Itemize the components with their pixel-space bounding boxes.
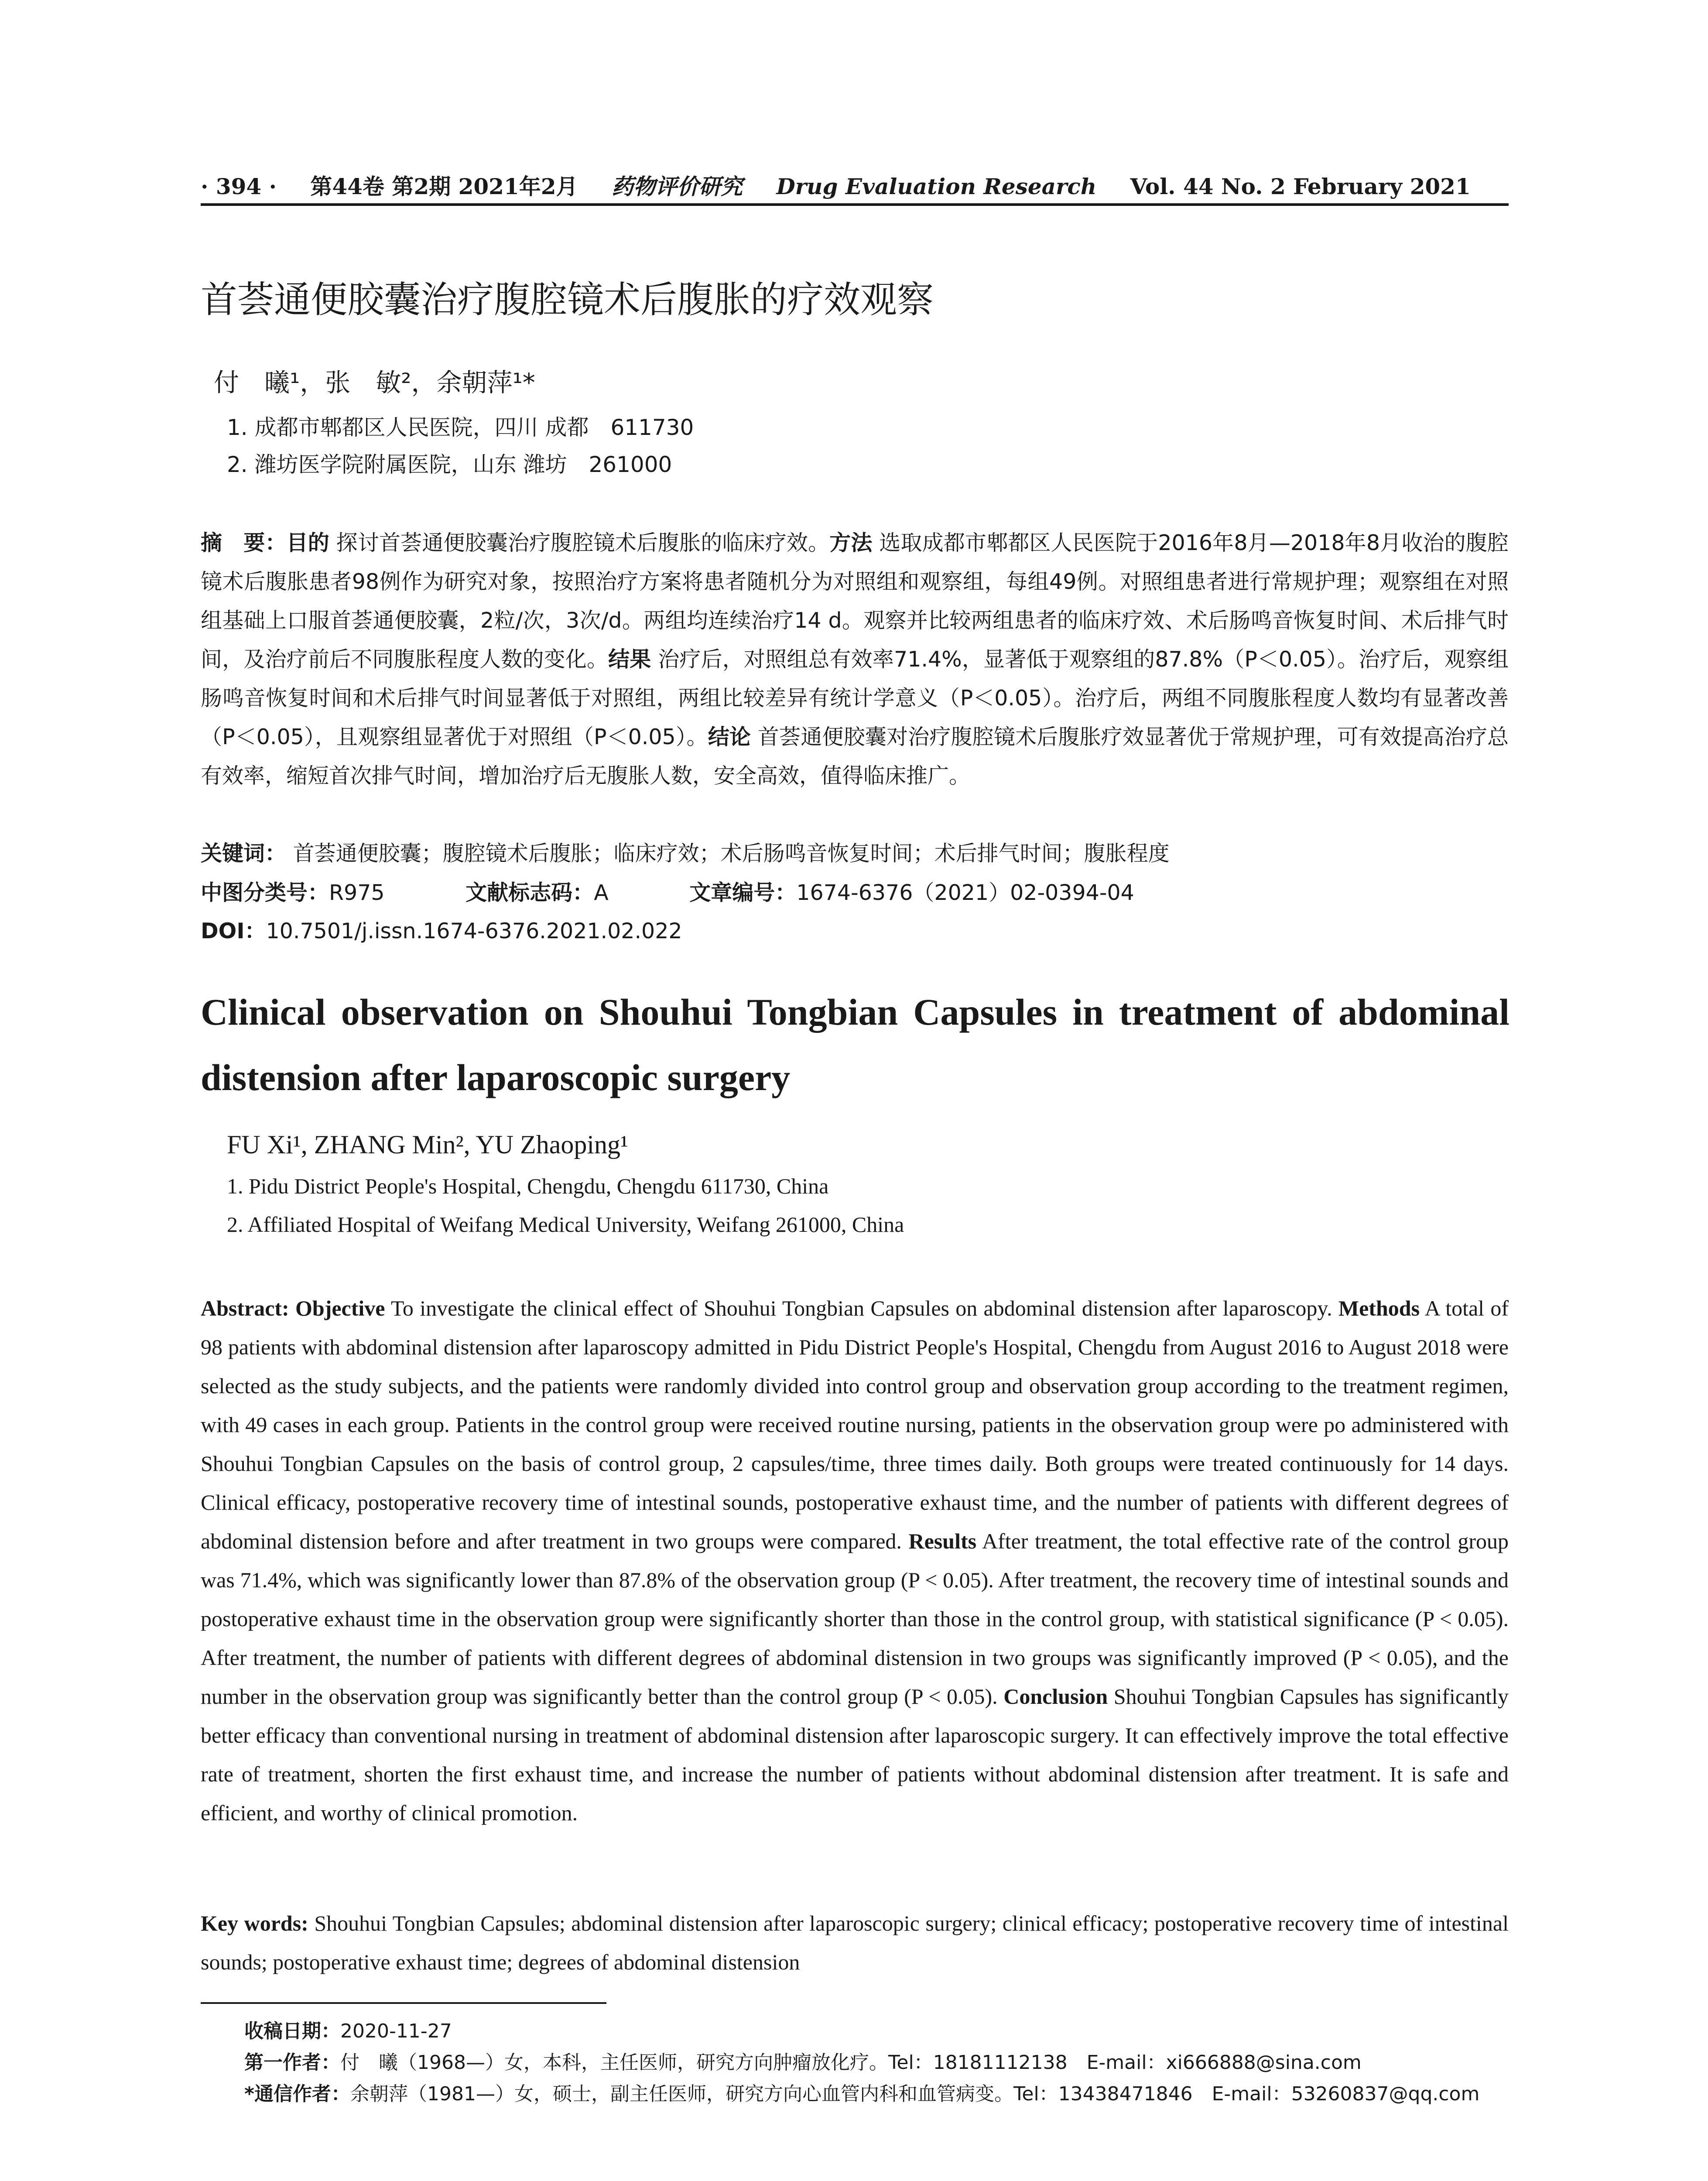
footnote-received	[244, 2015, 452, 2043]
keywords-en-text: Shouhui Tongbian Capsules; abdominal distension after laparoscopic surgery; clinical efficacy; postoperative recovery time of intestinal sounds; postoperative exhaust time; degrees of abdominal distension	[201, 1911, 1509, 1974]
objective-cn: 探讨首荟通便胶囊治疗腹腔镜术后腹胀的临床疗效。	[336, 530, 830, 555]
footnote-corresponding	[244, 2078, 1479, 2106]
issue-cn: 第44卷 第2期 2021年2月	[310, 174, 578, 199]
doc-code-value: A	[594, 880, 609, 905]
authors-en: FU Xi¹, ZHANG Min², YU Zhaoping¹	[227, 1130, 629, 1159]
first-author-label: 第一作者：	[244, 2051, 340, 2074]
affiliation-cn-2: 2. 潍坊医学院附属医院，山东 潍坊 261000	[227, 452, 672, 477]
doc-code-label: 文献标志码：	[466, 880, 594, 905]
clc-label: 中图分类号：	[201, 880, 329, 905]
first-author-info: 付 曦（1968—）女，本科，主任医师，研究方向肿瘤放化疗。Tel：18181112138 E-mail：xi666888@sina.com	[340, 2051, 1362, 2074]
methods-label-cn: 方法	[829, 530, 873, 555]
conclusion-cn: 首荟通便胶囊对治疗腹腔镜术后腹胀疗效显著优于常规护理，可有效提高治疗总有效率，缩短首次排气时间，增加治疗后无腹胀人数，安全高效，值得临床推广。	[201, 725, 1509, 788]
methods-cn: 选取成都市郫都区人民医院于2016年8月—2018年8月收治的腹腔镜术后腹胀患者98例作为研究对象，按照治疗方案将患者随机分为对照组和观察组，每组49例。对照组患者进行常规护理；观察组在对照组基础上口服首荟通便胶囊，2粒/次，3次/d。两组均连续治疗14 d。观察并比较两组患者的临床疗效、术后肠鸣音恢复时间、术后排气时间，及治疗前后不同腹胀程度人数的变化。	[201, 530, 1509, 672]
affiliation-en-1: 1. Pidu District People's Hospital, Chengdu, Chengdu 611730, China	[227, 1174, 829, 1198]
keywords-cn-text: 首荟通便胶囊；腹腔镜术后腹胀；临床疗效；术后肠鸣音恢复时间；术后排气时间；腹胀程度	[293, 841, 1170, 866]
results-label-en: Results	[908, 1529, 977, 1553]
affiliation-cn-1: 1. 成都市郫都区人民医院，四川 成都 611730	[227, 415, 694, 440]
objective-en: To investigate the clinical effect of Shouhui Tongbian Capsules on abdominal distension after laparoscopy.	[390, 1296, 1332, 1320]
doi-label: DOI：	[201, 919, 266, 944]
received-label: 收稿日期：	[244, 2020, 340, 2042]
doi-value: 10.7501/j.issn.1674-6376.2021.02.022	[266, 919, 682, 944]
abstract-cn	[201, 523, 1509, 795]
corresponding-info: 余朝萍（1981—）女，硕士，副主任医师，研究方向心血管内科和血管病变。Tel：13438471846 E-mail：53260837@qq.com	[350, 2083, 1480, 2105]
title-en: Clinical observation on Shouhui Tongbian Capsules in treatment of abdominal distension after laparoscopic surgery	[201, 991, 1509, 1098]
received-date: 2020-11-27	[340, 2020, 452, 2042]
authors-cn: 付 曦¹，张 敏²，余朝萍¹*	[214, 368, 535, 397]
doi-row	[201, 914, 682, 945]
page-number: · 394 ·	[201, 174, 277, 199]
results-label-cn: 结果	[608, 647, 651, 672]
objective-label-cn: 目的	[286, 530, 329, 555]
affiliation-en-2: 2. Affiliated Hospital of Weifang Medical University, Weifang 261000, China	[227, 1212, 904, 1237]
keywords-en	[201, 1904, 1509, 1982]
keywords-en-label: Key words:	[201, 1911, 308, 1935]
footnote-first-author	[244, 2047, 1362, 2075]
title-cn: 首荟通便胶囊治疗腹腔镜术后腹胀的疗效观察	[201, 278, 934, 321]
abstract-en	[201, 1289, 1509, 1832]
objective-label-en: Objective	[295, 1296, 385, 1320]
journal-name-en: Drug Evaluation Research	[776, 174, 1097, 199]
article-no-value: 1674-6376（2021）02-0394-04	[796, 880, 1134, 905]
conclusion-label-cn: 结论	[708, 725, 751, 749]
methods-label-en: Methods	[1338, 1296, 1420, 1320]
methods-en: A total of 98 patients with abdominal distension after laparoscopy admitted in Pidu District People's Hospital, Chengdu from August 2016 to August 2018 were selected as the study subjects, and the patients were randomly divided into control group and observation group according to the treatment regimen, with 49 cases in each group. Patients in the control group were received routine nursing, patients in the observation group were po administered with Shouhui Tongbian Capsules on the basis of control group, 2 capsules/time, three times daily. Both groups were treated continuously for 14 days. Clinical efficacy, postoperative recovery time of intestinal sounds, postoperative exhaust time, and the number of patients with different degrees of abdominal distension before and after treatment in two groups were compared.	[201, 1296, 1509, 1553]
conclusion-en: Shouhui Tongbian Capsules has significantly better efficacy than conventional nursing in treatment of abdominal distension after laparoscopic surgery. It can effectively improve the total effective rate of treatment, shorten the first exhaust time, and increase the number of patients without abdominal distension after treatment. It is safe and efficient, and worthy of clinical promotion.	[201, 1684, 1509, 1825]
abstract-en-label: Abstract:	[201, 1296, 289, 1320]
article-no-label: 文章编号：	[689, 880, 797, 905]
running-header	[201, 169, 1509, 206]
keywords-cn	[201, 837, 1170, 867]
clc-value: R975	[329, 880, 385, 905]
results-cn: 治疗后，对照组总有效率71.4%，显著低于观察组的87.8%（P＜0.05）。治疗后，观察组肠鸣音恢复时间和术后排气时间显著低于对照组，两组比较差异有统计学意义（P＜0.05）。治疗后，两组不同腹胀程度人数均有显著改善（P＜0.05），且观察组显著优于对照组（P＜0.05）。	[201, 647, 1509, 749]
conclusion-label-en: Conclusion	[1003, 1684, 1108, 1709]
header-rule	[201, 203, 1509, 206]
abstract-cn-label: 摘 要：	[201, 530, 287, 555]
journal-logo-cn: 药物评价研究	[611, 174, 743, 199]
corresponding-label: *通信作者：	[244, 2083, 351, 2105]
results-en: After treatment, the total effective rate of the control group was 71.4%, which was significantly lower than 87.8% of the observation group (P < 0.05). After treatment, the recovery time of intestinal sounds and postoperative exhaust time in the observation group were significantly shorter than those in the control group, with statistical significance (P < 0.05). After treatment, the number of patients with different degrees of abdominal distension in two groups was significantly improved (P < 0.05), and the number in the observation group was significantly better than the control group (P < 0.05).	[201, 1529, 1509, 1709]
issue-en: Vol. 44 No. 2 February 2021	[1130, 174, 1471, 199]
classification-row	[201, 876, 1134, 906]
footnote-rule	[201, 2002, 606, 2004]
keywords-cn-label: 关键词：	[201, 841, 287, 866]
